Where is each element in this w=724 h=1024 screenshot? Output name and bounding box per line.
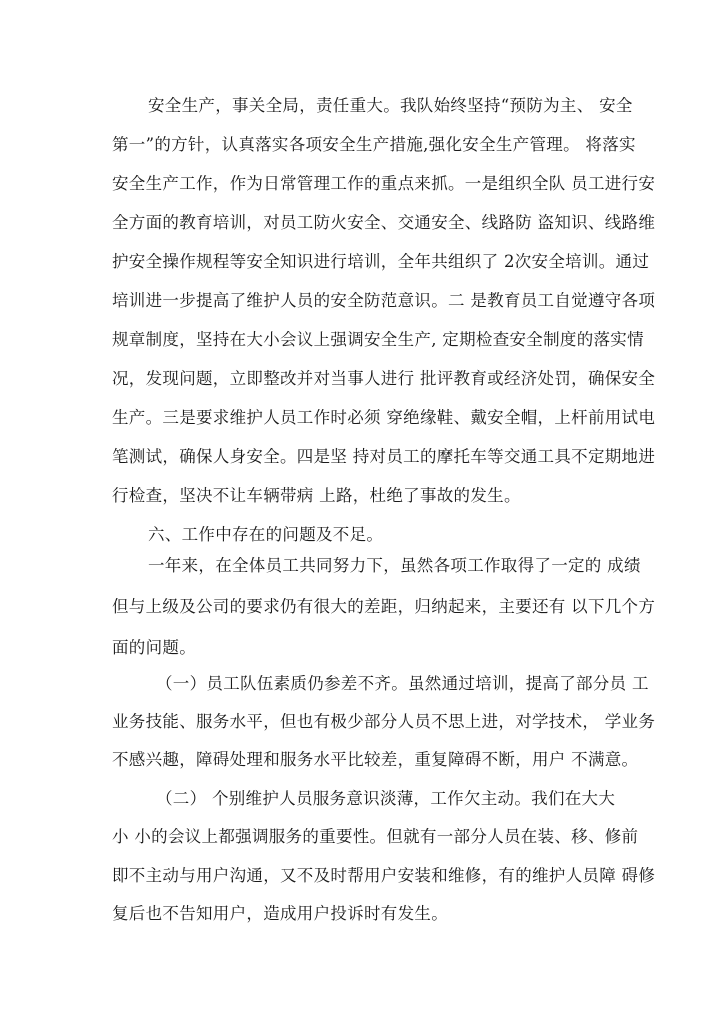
paragraph-item2-line-2: 小 小的会议上都强调服务的重要性。但就有一部分人员在装、移、修前 [112, 827, 639, 846]
paragraph-item2-line-3: 即不主动与用户沟通，又不及时帮用户安装和维修，有的维护人员障 碍修 [112, 866, 656, 885]
paragraph-safety-line-2: 第一”的方针，认真落实各项安全生产措施,强化安全生产管理。 将落实 [112, 135, 636, 154]
paragraph-safety-line-9: 生产。三是要求维护人员工作时必须 穿绝缘鞋、戴安全帽，上杆前用试电 [112, 408, 656, 427]
paragraph-intro-line-1: 一年来，在全体员工共同努力下，虽然各项工作取得了一定的 成绩 [148, 556, 641, 575]
paragraph-safety-line-6: 培训进一步提高了维护人员的安全防范意识。二 是教育员工自觉遵守各项 [112, 291, 656, 310]
paragraph-item1-line-1: （一）员工队伍素质仍参差不齐。虽然通过培训，提高了部分员 工 [156, 674, 649, 693]
paragraph-safety-line-7: 规章制度，坚持在大小会议上强调安全生产, 定期检查安全制度的落实情 [112, 330, 644, 349]
paragraph-safety-line-1: 安全生产，事关全局，责任重大。我队始终坚持“预防为主、 安全 [148, 96, 633, 115]
paragraph-safety-line-11: 行检查，坚决不让车辆带病 上路，杜绝了事故的发生。 [112, 486, 521, 505]
paragraph-safety-line-8: 况，发现问题，立即整改并对当事人进行 批评教育或经济处罚，确保安全 [112, 369, 656, 388]
paragraph-safety-line-3: 安全生产工作，作为日常管理工作的重点来抓。一是组织全队 员工进行安 [112, 174, 656, 193]
paragraph-item1-line-2: 业务技能、服务水平，但也有极少部分人员不思上进，对学技术， 学业务 [112, 712, 656, 731]
paragraph-safety-line-10: 笔测试，确保人身安全。四是坚 持对员工的摩托车等交通工具不定期地进 [112, 447, 656, 466]
paragraph-intro-line-3: 面的问题。 [112, 638, 196, 657]
paragraph-safety-line-5: 护安全操作规程等安全知识进行培训，全年共组织了 2次安全培训。通过 [112, 252, 650, 271]
paragraph-item2-line-1: （二） 个别维护人员服务意识淡薄，工作欠主动。我们在大大 [156, 789, 616, 808]
paragraph-safety-line-4: 全方面的教育培训，对员工防火安全、交通安全、线路防 盗知识、线路维 [112, 213, 656, 232]
paragraph-intro-line-2: 但与上级及公司的要求仍有很大的差距，归纳起来，主要还有 以下几个方 [112, 597, 656, 616]
paragraph-item2-line-4: 复后也不告知用户，造成用户投诉时有发生。 [112, 904, 448, 923]
section-heading: 六、工作中存在的问题及不足。 [148, 525, 384, 544]
paragraph-item1-line-3: 不感兴趣，障碍处理和服务水平比较差，重复障碍不断，用户 不满意。 [112, 750, 639, 769]
